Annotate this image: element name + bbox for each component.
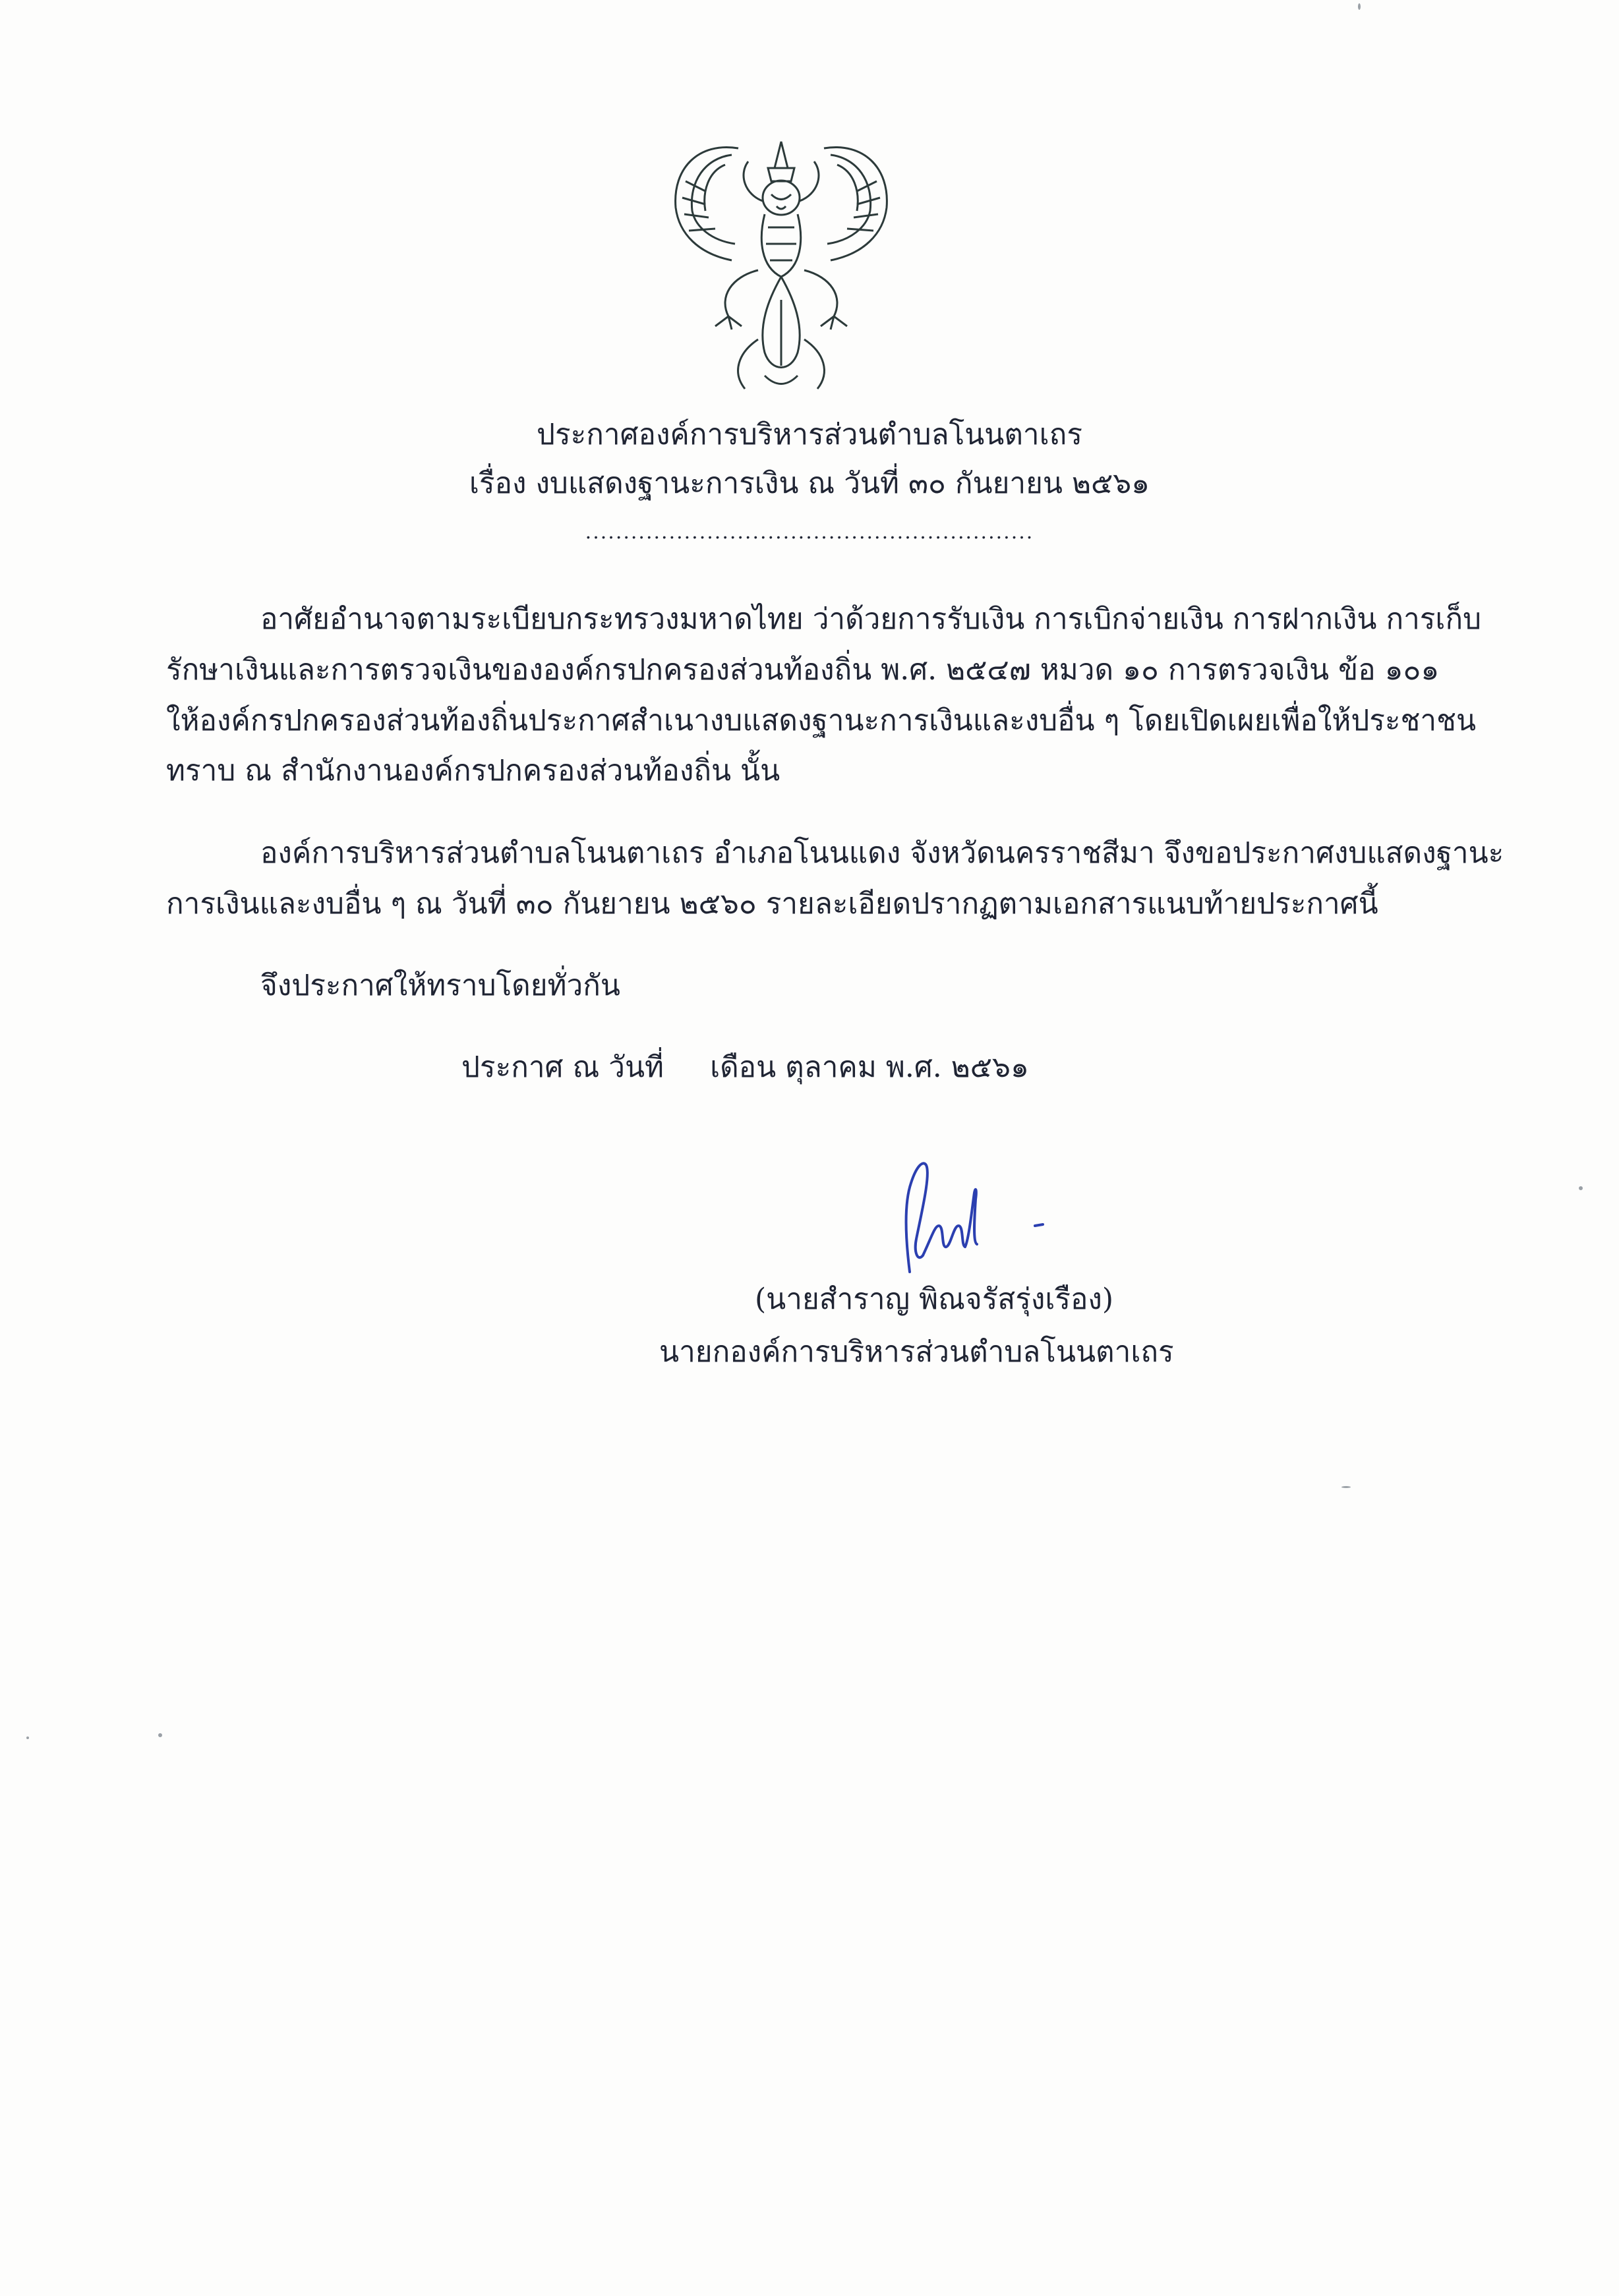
announcement-subject: เรื่อง งบแสดงฐานะการเงิน ณ วันที่ ๓๐ กันยายน ๒๕๖๑ (469, 467, 1150, 500)
paragraph1-line4: ทราบ ณ สำนักงานองค์กรปกครองส่วนท้องถิ่น นั้น (166, 754, 780, 788)
scan-speck (26, 1736, 29, 1739)
signer-title: นายกองค์การบริหารส่วนตำบลโนนตาเถร (659, 1335, 1174, 1369)
paragraph1-line1: อาศัยอำนาจตามระเบียบกระทรวงมหาดไทย ว่าด้วยการรับเงิน การเบิกจ่ายเงิน การฝากเงิน การเก็บ (260, 602, 1482, 636)
paragraph1-line3: ให้องค์กรปกครองส่วนท้องถิ่นประกาศสำเนางบแสดงฐานะการเงินและงบอื่น ๆ โดยเปิดเผยเพื่อให้ประชาชน (166, 704, 1477, 737)
paragraph1-line2: รักษาเงินและการตรวจเงินขององค์กรปกครองส่วนท้องถิ่น พ.ศ. ๒๕๔๗ หมวด ๑๐ การตรวจเงิน ข้อ ๑๐๑ (166, 653, 1440, 687)
scan-speck (1579, 1186, 1583, 1190)
paragraph2-line1: องค์การบริหารส่วนตำบลโนนตาเถร อำเภอโนนแดง จังหวัดนครราชสีมา จึงขอประกาศงบแสดงฐานะ (260, 836, 1504, 870)
closing-statement: จึงประกาศให้ทราบโดยทั่วกัน (260, 969, 620, 1002)
garuda-emblem-icon (659, 129, 903, 399)
announcement-title: ประกาศองค์การบริหารส่วนตำบลโนนตาเถร (537, 418, 1082, 451)
date-month-year: เดือน ตุลาคม พ.ศ. ๒๕๖๑ (710, 1050, 1029, 1084)
date-prefix: ประกาศ ณ วันที่ (461, 1050, 664, 1084)
scan-speck (158, 1733, 162, 1737)
handwritten-signature-icon (870, 1127, 1068, 1285)
paragraph2-line2: การเงินและงบอื่น ๆ ณ วันที่ ๓๐ กันยายน ๒๕๖๐ รายละเอียดปรากฏตามเอกสารแนบท้ายประกาศนี้ (166, 887, 1378, 921)
scan-speck (1358, 3, 1361, 10)
announcement-date (461, 1050, 1029, 1084)
separator-line: ........................................................... (585, 521, 1034, 544)
signer-name: (นายสำราญ พิณจรัสรุ่งเรือง) (755, 1282, 1114, 1316)
scan-speck (1341, 1486, 1351, 1488)
